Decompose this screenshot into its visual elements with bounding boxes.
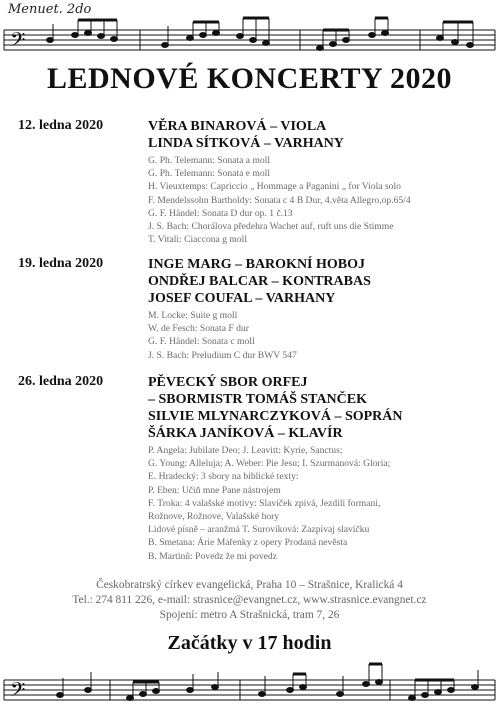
program-item: G. Ph. Telemann: Sonata e moll [148, 168, 270, 180]
performer-name: PĚVECKÝ SBOR ORFEJ [148, 375, 308, 390]
concert-details [148, 256, 493, 362]
program-item: P. Eben: Učiň mne Pane nástrojem [148, 484, 281, 496]
program-item: B. Martinů: Povedz že mi povedz [148, 550, 277, 562]
program-item: T. Vitali: Ciaccona g moll [148, 234, 247, 246]
performer-name: JOSEF COUFAL – VARHANY [148, 291, 336, 306]
program-item: F. Troka: 4 valašské motivy: Slavíček zpívá, Jezdili formani, [148, 497, 381, 509]
performer-name: VĚRA BINAROVÁ – VIOLA [148, 119, 327, 134]
program-item: G. F. Händel: Sonata D dur op. 1 č.13 [148, 207, 293, 219]
concert-date: 26. ledna 2020 [18, 374, 104, 389]
program-item: B. Smetana: Árie Mařenky z opery Prodaná nevěsta [148, 537, 348, 549]
performer-name: – SBORMISTR TOMÁŠ STANČEK [148, 392, 367, 407]
program-item: Rožnove, Rožnove, Valašské hory [148, 511, 280, 523]
program-item: F. Mendelssohn Bartholdy: Sonata c 4 B Dur, 4.věta Allegro,op.65/4 [148, 194, 411, 206]
music-score-bottom [0, 654, 499, 718]
concert-details [148, 374, 493, 563]
score-caption: Menuet. 2do [8, 2, 92, 17]
program-item: G. Ph. Telemann: Sonata a moll [148, 155, 270, 166]
performer-name: LINDA SÍTKOVÁ – VARHANY [148, 136, 344, 151]
performer-name: SILVIE MLYNARCZYKOVÁ – SOPRÁN [148, 409, 403, 424]
program-list [148, 309, 493, 362]
program-list [148, 154, 493, 246]
performer-name: ŠÁRKA JANÍKOVÁ – KLAVÍR [148, 426, 343, 441]
footer-info [0, 578, 499, 623]
program-item: P. Angela: Jubilate Deo; J. Leavitt: Kyrie, Sanctus; [148, 445, 343, 456]
program-item: G. F. Händel: Sonata c moll [148, 336, 255, 348]
church-address: Českobratrský církev evangelická, Praha 10 – Strašnice, Kralická 4 [96, 579, 403, 591]
program-list [148, 444, 493, 563]
svg-text:𝄢: 𝄢 [10, 28, 26, 56]
performer-name: ONDŘEJ BALCAR – KONTRABAS [148, 274, 371, 289]
performer-name: INGE MARG – BAROKNÍ HOBOJ [148, 257, 366, 272]
program-item: W. de Fesch: Sonata F dur [148, 323, 249, 335]
program-item: Lidové písně – aranžmá T. Surovíková: Zazpívaj slavíčku [148, 524, 370, 536]
music-score-top [0, 0, 499, 62]
contact-line: Tel.: 274 811 226, e-mail: strasnice@evangnet.cz, www.strasnice.evangnet.cz [72, 594, 427, 606]
concert-details [148, 118, 493, 246]
program-item: E. Hradecký: 3 sbory na biblické texty: [148, 471, 299, 483]
program-item: H. Vieuxtemps: Capriccio „ Hommage a Paganini „ for Viola solo [148, 181, 401, 193]
program-item: M. Locke: Suite g moll [148, 310, 238, 321]
transport-line: Spojení: metro A Strašnická, tram 7, 26 [159, 609, 340, 621]
concert-date: 12. ledna 2020 [18, 118, 104, 133]
music-staff-bottom-graphic [0, 654, 499, 718]
program-item: J. S. Bach: Preludium C dur BWV 547 [148, 349, 297, 361]
start-time: Začátky v 17 hodin [167, 632, 332, 654]
concert-date: 19. ledna 2020 [18, 256, 104, 271]
svg-text:𝄢: 𝄢 [10, 678, 26, 706]
program-item: J. S. Bach: Chorálova předehra Wachet auf, ruft uns die Stimme [148, 221, 394, 233]
page-title: LEDNOVÉ KONCERTY 2020 [46, 62, 453, 95]
program-item: G. Young: Alleluja; A. Weber: Pie Jesu; I. Szurmanová: Gloria; [148, 458, 391, 470]
